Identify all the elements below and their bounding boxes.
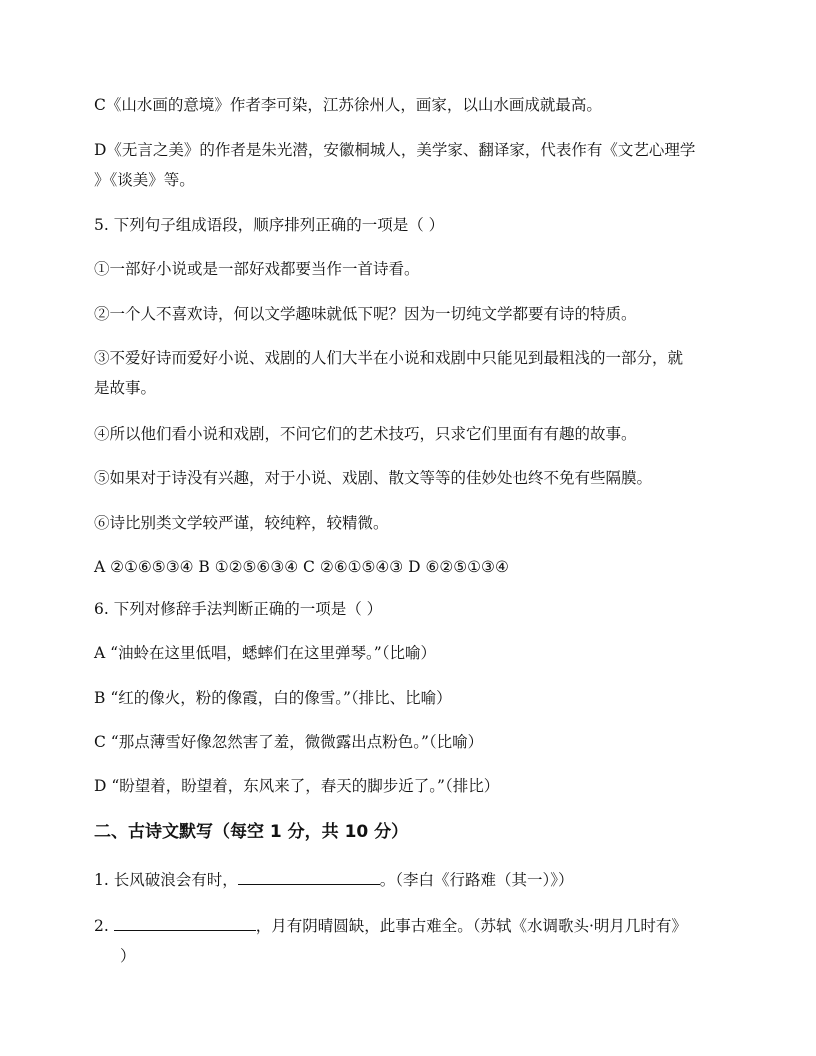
q5-options: A ②①⑥⑤③④ B ①②⑤⑥③④ C ②⑥①⑤④③ D ⑥②⑤①③④ — [94, 558, 509, 576]
q5-sentence-2: ②一个人不喜欢诗，何以文学趣味就低下呢？因为一切纯文学都要有诗的特质。 — [94, 305, 637, 323]
answer-blank-2[interactable] — [114, 914, 256, 931]
fill-question-2-continued: ） — [120, 947, 136, 965]
fill-q2-prefix: 2. — [94, 917, 114, 935]
section-heading: 二、古诗文默写（每空 1 分，共 10 分） — [94, 822, 409, 842]
q6-stem: 6. 下列对修辞手法判断正确的一项是（ ） — [94, 600, 383, 618]
q5-sentence-5: ⑤如果对于诗没有兴趣，对于小说、戏剧、散文等等的佳妙处也终不免有些隔膜。 — [94, 469, 653, 487]
fill-q2-suffix: ，月有阴晴圆缺，此事古难全。（苏轼《水调歌头·明月几时有》 — [255, 917, 687, 935]
q5-sentence-4: ④所以他们看小说和戏剧，不问它们的艺术技巧，只求它们里面有有趣的故事。 — [94, 425, 637, 443]
fill-question-2 — [94, 910, 724, 942]
q4-option-d-continued: 》《谈美》等。 — [94, 171, 195, 189]
q6-option-d: D “盼望着，盼望着，东风来了，春天的脚步近了。”（排比） — [94, 777, 500, 795]
q6-option-c: C “那点薄雪好像忽然害了羞，微微露出点粉色。”（比喻） — [94, 733, 484, 751]
q4-option-d: D《无言之美》的作者是朱光潜，安徽桐城人，美学家、翻译家，代表作有《文艺心理学 — [94, 141, 696, 159]
answer-blank-1[interactable] — [238, 868, 380, 885]
q5-stem: 5. 下列句子组成语段，顺序排列正确的一项是（ ） — [94, 216, 445, 234]
fill-q1-suffix: 。（李白《行路难（其一）》） — [379, 871, 574, 889]
q5-sentence-3: ③不爱好诗而爱好小说、戏剧的人们大半在小说和戏剧中只能见到最粗浅的一部分，就 — [94, 349, 684, 367]
q6-option-a: A “油蛉在这里低唱，蟋蟀们在这里弹琴。”（比喻） — [94, 644, 436, 662]
fill-question-1 — [94, 864, 724, 896]
q6-option-b: B “红的像火，粉的像霞，白的像雪。”（排比、比喻） — [94, 689, 452, 707]
q5-sentence-3-continued: 是故事。 — [94, 379, 157, 397]
q4-option-c: C《山水画的意境》作者李可染，江苏徐州人，画家，以山水画成就最高。 — [94, 96, 602, 114]
fill-q1-prefix: 1. 长风破浪会有时， — [94, 871, 238, 889]
q5-sentence-1: ①一部好小说或是一部好戏都要当作一首诗看。 — [94, 260, 420, 278]
q5-sentence-6: ⑥诗比别类文学较严谨，较纯粹，较精微。 — [94, 514, 389, 532]
